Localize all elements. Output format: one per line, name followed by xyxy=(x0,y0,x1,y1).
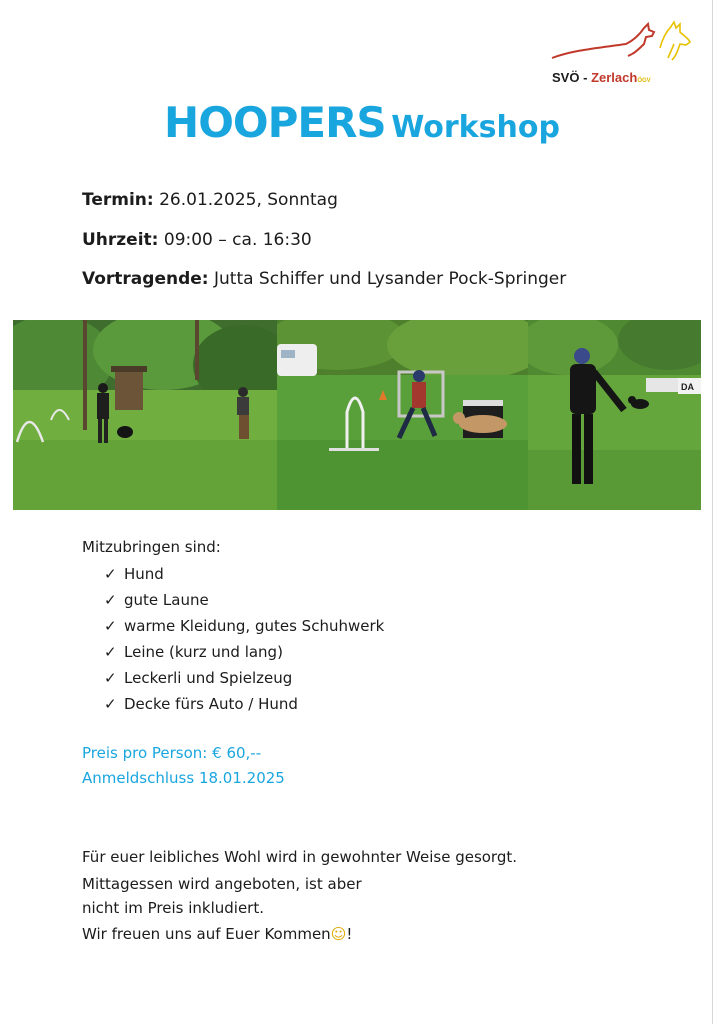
list-item-label: warme Kleidung, gutes Schuhwerk xyxy=(124,617,385,635)
footer-line-4 xyxy=(82,925,352,943)
logo-club: Zerlach xyxy=(591,70,638,85)
list-item-label: Leine (kurz und lang) xyxy=(124,643,283,661)
banner-text: DA xyxy=(681,382,694,392)
yellow-dog-head xyxy=(660,22,690,60)
title-sub: Workshop xyxy=(391,110,560,145)
logo-separator: - xyxy=(583,70,588,85)
club-logo xyxy=(548,18,698,90)
page-title xyxy=(0,98,724,147)
photo-middle xyxy=(277,320,528,510)
speakers-label: Vortragende: xyxy=(82,269,209,289)
list-item xyxy=(104,563,384,589)
scan-edge xyxy=(712,0,713,1024)
event-speakers xyxy=(82,269,566,289)
event-date xyxy=(82,190,338,210)
footer-line-2: Mittagessen wird angeboten, ist aber xyxy=(82,875,362,893)
closing-text: Wir freuen uns auf Euer Kommen xyxy=(82,925,331,943)
speakers-value: Jutta Schiffer und Lysander Pock-Springer xyxy=(213,269,567,289)
date-label: Termin: xyxy=(82,190,154,210)
list-item xyxy=(104,615,384,641)
check-icon: ✓ xyxy=(104,643,117,661)
list-item xyxy=(104,641,384,667)
check-icon: ✓ xyxy=(104,565,117,583)
list-item xyxy=(104,589,384,615)
time-label: Uhrzeit: xyxy=(82,230,159,250)
list-item-label: Hund xyxy=(124,565,164,583)
logo-brand: SVÖ xyxy=(552,70,580,85)
photo-right xyxy=(528,320,701,510)
footer-line-1: Für euer leibliches Wohl wird in gewohnter Weise gesorgt. xyxy=(82,848,518,866)
date-value: 26.01.2025, Sonntag xyxy=(159,190,338,210)
bring-list xyxy=(104,563,384,719)
event-time xyxy=(82,230,312,250)
smiley-icon: ☺ xyxy=(330,925,347,943)
list-item xyxy=(104,693,384,719)
closing-exclaim: ! xyxy=(346,925,353,943)
list-item-label: Decke fürs Auto / Hund xyxy=(124,695,298,713)
list-item-label: Leckerli und Spielzeug xyxy=(124,669,293,687)
list-item-label: gute Laune xyxy=(124,591,209,609)
list-item xyxy=(104,667,384,693)
red-dog-line xyxy=(552,24,654,58)
logo-text xyxy=(552,70,651,85)
dog-logo-icon xyxy=(548,18,698,78)
bring-heading: Mitzubringen sind: xyxy=(82,538,221,556)
footer-line-3: nicht im Preis inkludiert. xyxy=(82,899,264,917)
title-main: HOOPERS xyxy=(164,98,386,147)
check-icon: ✓ xyxy=(104,669,117,687)
check-icon: ✓ xyxy=(104,695,117,713)
check-icon: ✓ xyxy=(104,617,117,635)
photo-left xyxy=(13,320,277,510)
photo-strip xyxy=(13,320,701,510)
logo-suffix: ÖGV xyxy=(637,78,651,84)
check-icon: ✓ xyxy=(104,591,117,609)
time-value: 09:00 – ca. 16:30 xyxy=(163,230,312,250)
registration-deadline: Anmeldschluss 18.01.2025 xyxy=(82,769,285,787)
price: Preis pro Person: € 60,-- xyxy=(82,744,262,762)
